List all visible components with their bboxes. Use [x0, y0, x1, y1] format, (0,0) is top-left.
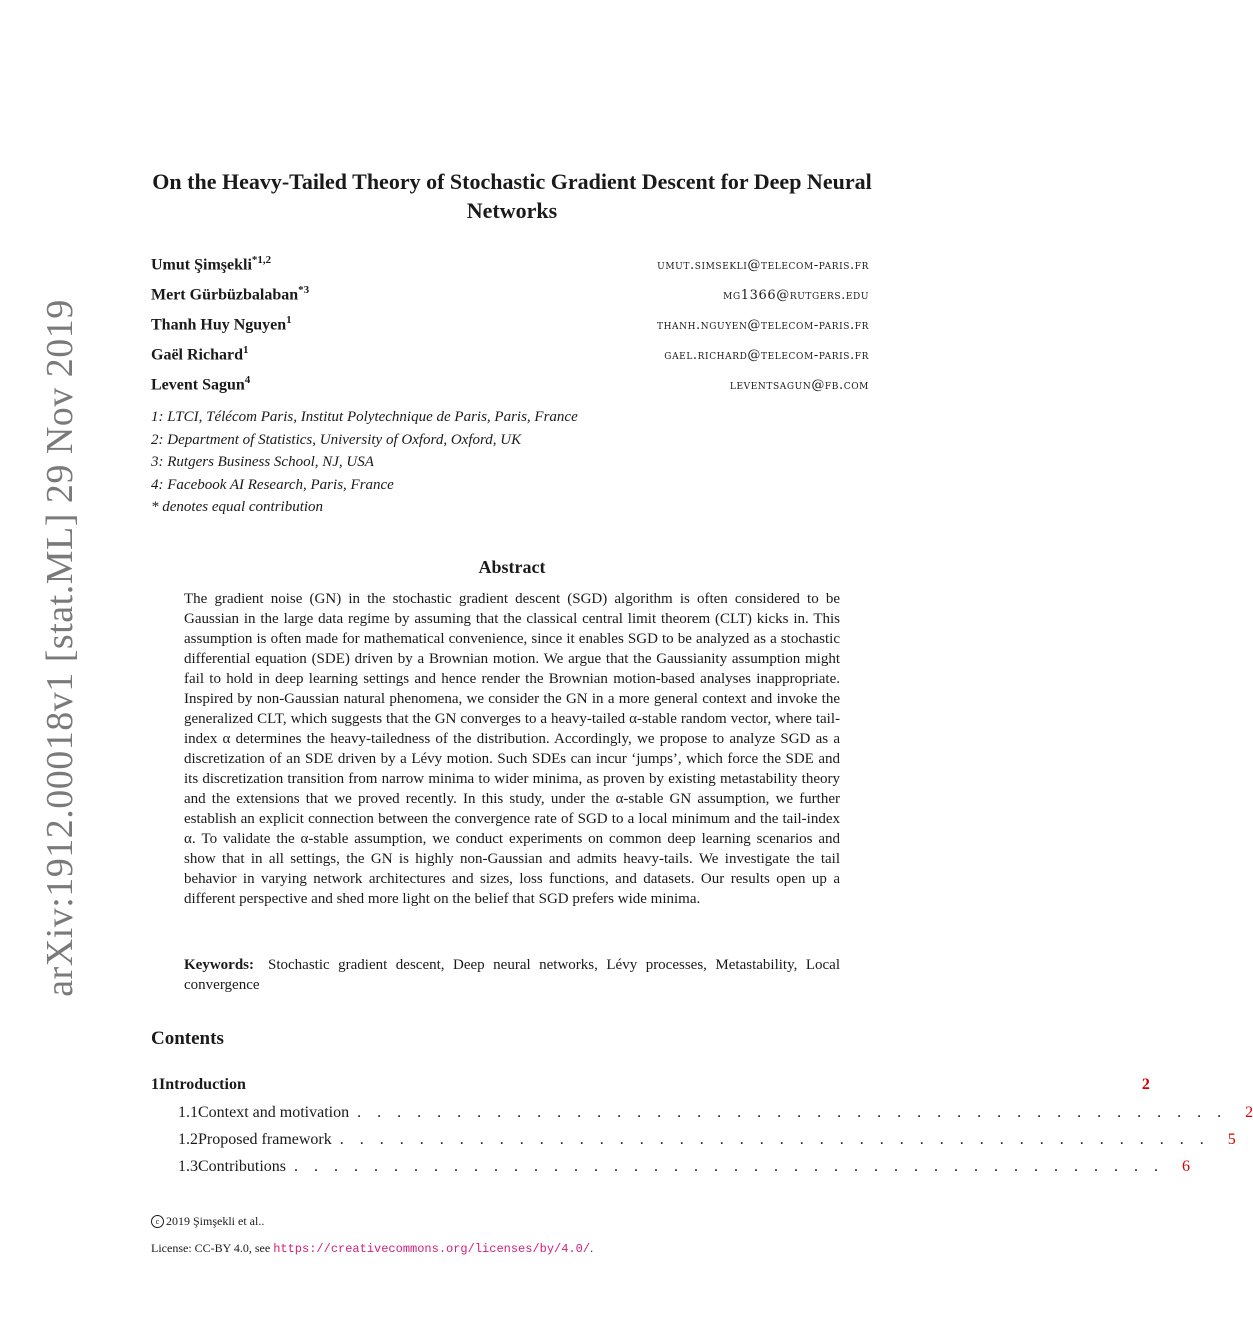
- affiliation-line: 1: LTCI, Télécom Paris, Institut Polytechnique de Paris, Paris, France: [151, 409, 578, 425]
- affiliation-line: 3: Rutgers Business School, NJ, USA: [151, 454, 374, 471]
- author-name: Mert Gürbüzbalaban: [151, 286, 299, 304]
- author-affil-mark: *1,2: [251, 254, 272, 266]
- license-link[interactable]: https://creativecommons.org/licenses/by/4.0/: [273, 1242, 591, 1256]
- abstract-text: The gradient noise (GN) in the stochastic gradient descent (SGD) algorithm is often considered to be Gaussian in the large data regime by assuming that the classical central limit theorem (CLT) kicks in. This assumption is often made for mathematical convenience, since it enables SGD to be analyzed as a stochastic differential equation (SDE) driven by a Brownian motion. We argue that the Gaussianity assumption might fail to hold in deep learning settings and hence render the Brownian motion-based analyses inappropriate. Inspired by non-Gaussian natural phenomena, we consider the GN in a more general context and invoke the generalized CLT, which suggests that the GN converges to a heavy-tailed α-stable random vector, where tail-index α determines the heavy-tailedness of the distribution. Accordingly, we propose to analyze SGD as a discretization of an SDE driven by a Lévy motion. Such SDEs can incur ‘jumps’, which force the SDE and its discretization transition from narrow minima to wider minima, as proven by existing metastability theory and the extensions that we proved recently. In this study, under the α-stable GN assumption, we further establish an explicit connection between the convergence rate of SGD to a local minimum and the tail-index α. To validate the α-stable assumption, we conduct experiments on common deep learning scenarios and show that in all settings, the GN is highly non-Gaussian and admits heavy-tails. We investigate the tail behavior in varying network architectures and sizes, loss functions, and datasets. Our results open up a different perspective and shed more light on the belief that SGD prefers wide minima.: [184, 591, 840, 907]
- author-name: Gaël Richard: [151, 346, 243, 364]
- author-email[interactable]: thanh.nguyen@telecom-paris.fr: [656, 318, 869, 334]
- author-row: [151, 254, 869, 284]
- toc-page-link[interactable]: 2: [1245, 1104, 1253, 1121]
- toc-entry[interactable]: [151, 1131, 1236, 1158]
- author-email[interactable]: mg1366@rutgers.edu: [723, 288, 869, 304]
- paper-title: On the Heavy-Tailed Theory of Stochastic Gradient Descent for Deep Neural Networks: [152, 169, 872, 223]
- table-of-contents: [151, 1076, 1253, 1185]
- toc-number: 1.2: [178, 1131, 198, 1148]
- toc-entry[interactable]: [151, 1158, 1191, 1185]
- toc-title: Context and motivation: [198, 1104, 350, 1121]
- toc-number: 1.1: [178, 1104, 198, 1121]
- author-email[interactable]: gael.richard@telecom-paris.fr: [664, 348, 869, 364]
- author-email[interactable]: leventsagun@fb.com: [729, 378, 869, 394]
- toc-leader: . . . . . . . . . . . . . . . . . . . . . . . . . . . . . . . . . . . . . . . . . . . .: [294, 1158, 1165, 1175]
- author-name: Umut Şimşekli: [151, 256, 252, 274]
- author-row: [151, 374, 869, 404]
- toc-leader: . . . . . . . . . . . . . . . . . . . . . . . . . . . . . . . . . . . . . . . . . . . .: [339, 1131, 1210, 1148]
- author-row: [151, 314, 869, 344]
- toc-title: Proposed framework: [198, 1131, 332, 1148]
- abstract-heading: Abstract: [478, 557, 546, 577]
- toc-page-link[interactable]: 6: [1182, 1158, 1191, 1175]
- toc-title: Introduction: [159, 1076, 246, 1093]
- author-row: [151, 284, 869, 314]
- author-email[interactable]: umut.simsekli@telecom-paris.fr: [657, 258, 869, 274]
- author-affil-mark: *3: [298, 284, 310, 296]
- keywords: [184, 955, 840, 995]
- copyright-icon: c: [151, 1215, 164, 1228]
- author-list: [151, 254, 869, 404]
- toc-number: 1: [151, 1076, 159, 1093]
- affiliation-line: 2: Department of Statistics, University of Oxford, Oxford, UK: [151, 431, 522, 448]
- toc-page-link[interactable]: 5: [1227, 1131, 1236, 1148]
- toc-entry[interactable]: [151, 1076, 1150, 1104]
- toc-number: 1.3: [178, 1158, 198, 1175]
- arxiv-stamp-text: arXiv:1912.00018v1 [stat.ML] 29 Nov 2019: [39, 299, 81, 997]
- keywords-label: Keywords:: [184, 957, 254, 973]
- author-name: Levent Sagun: [151, 376, 245, 394]
- toc-entry[interactable]: [151, 1104, 1253, 1131]
- license-suffix: .: [590, 1241, 594, 1255]
- toc-leader: . . . . . . . . . . . . . . . . . . . . . . . . . . . . . . . . . . . . . . . . . . . .: [357, 1104, 1228, 1121]
- toc-title: Contributions: [198, 1158, 287, 1175]
- author-affil-mark: 1: [286, 314, 292, 326]
- author-row: [151, 344, 869, 374]
- equal-contribution-note: * denotes equal contribution: [151, 499, 324, 516]
- keywords-text: Stochastic gradient descent, Deep neural networks, Lévy processes, Metastability, Local convergence: [184, 957, 840, 993]
- author-affil-mark: 4: [244, 374, 251, 386]
- contents-heading: Contents: [151, 1028, 224, 1049]
- author-affil-mark: 1: [243, 344, 249, 356]
- license-prefix: License: CC-BY 4.0, see: [151, 1241, 274, 1255]
- toc-page-link[interactable]: 2: [1141, 1076, 1150, 1093]
- license-line: [151, 1239, 593, 1258]
- affiliations: [151, 406, 578, 519]
- copyright-line: [151, 1212, 593, 1230]
- author-name: Thanh Huy Nguyen: [151, 316, 287, 334]
- copyright-text: 2019 Şimşekli et al..: [166, 1214, 265, 1228]
- footer: [151, 1212, 593, 1258]
- affiliation-line: 4: Facebook AI Research, Paris, France: [151, 476, 394, 493]
